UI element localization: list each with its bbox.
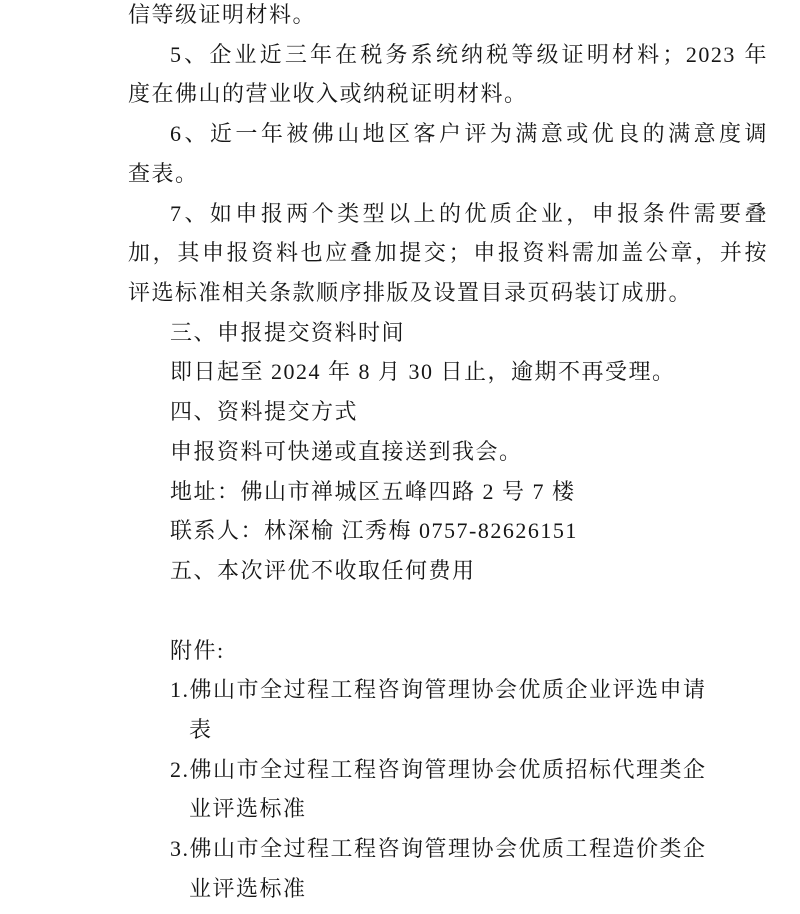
contact-line: 联系人：林深榆 江秀梅 0757-82626151 bbox=[170, 518, 578, 544]
attachment-item: 3.佛山市全过程工程咨询管理协会优质工程造价类企 bbox=[170, 836, 707, 862]
attachment-item: 1.佛山市全过程工程咨询管理协会优质企业评选申请 bbox=[170, 677, 707, 703]
doc-line: 评选标准相关条款顺序排版及设置目录页码装订成册。 bbox=[128, 280, 693, 306]
doc-line: 申报资料可快递或直接送到我会。 bbox=[170, 438, 523, 464]
attachment-item: 2.佛山市全过程工程咨询管理协会优质招标代理类企 bbox=[170, 756, 707, 782]
doc-line: 6、近一年被佛山地区客户评为满意或优良的满意度调 bbox=[170, 121, 768, 147]
address-line: 地址：佛山市禅城区五峰四路 2 号 7 楼 bbox=[170, 478, 576, 504]
doc-line: 度在佛山的营业收入或纳税证明材料。 bbox=[128, 81, 528, 107]
section-heading: 四、资料提交方式 bbox=[170, 399, 359, 425]
blank-line bbox=[128, 591, 768, 631]
attachment-item: 表 bbox=[189, 716, 213, 742]
attachments-label: 附件: bbox=[170, 637, 225, 663]
section-heading: 三、申报提交资料时间 bbox=[170, 319, 406, 345]
attachment-item: 业评选标准 bbox=[189, 796, 307, 822]
document-content bbox=[128, 0, 768, 909]
attachment-item: 业评选标准 bbox=[189, 875, 307, 901]
section-heading: 五、本次评优不收取任何费用 bbox=[170, 558, 476, 584]
doc-line: 查表。 bbox=[128, 160, 199, 186]
doc-line: 信等级证明材料。 bbox=[128, 2, 317, 27]
doc-line: 加，其申报资料也应叠加提交；申报资料需加盖公章，并按 bbox=[128, 240, 768, 266]
doc-line: 5、企业近三年在税务系统纳税等级证明材料；2023 年 bbox=[170, 41, 768, 67]
doc-line: 即日起至 2024 年 8 月 30 日止，逾期不再受理。 bbox=[170, 359, 676, 385]
doc-line: 7、如申报两个类型以上的优质企业，申报条件需要叠 bbox=[170, 200, 768, 226]
